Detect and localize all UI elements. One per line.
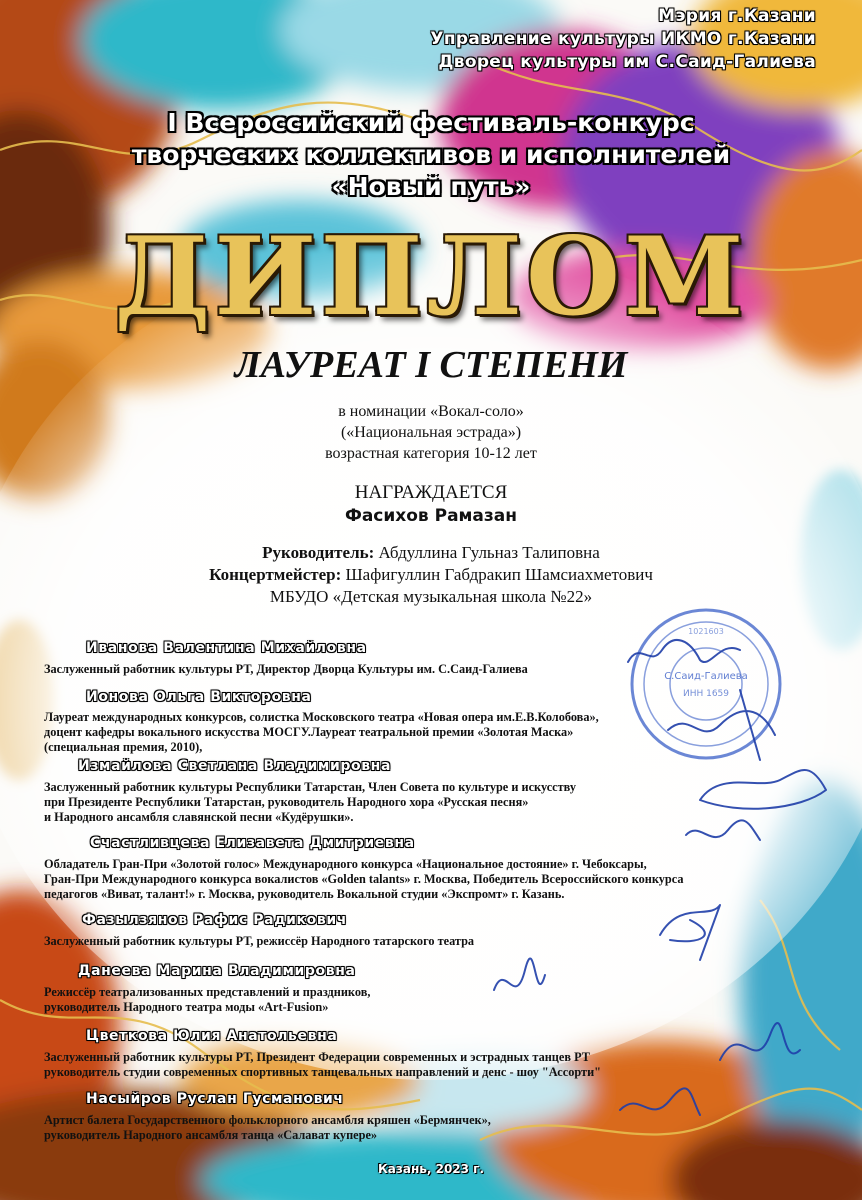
festival-title-line-3: «Новый путь» <box>331 172 531 201</box>
awarded-label: НАГРАЖДАЕТСЯ <box>354 482 508 503</box>
jury-description: Артист балета Государственного фольклорного ансамбля кряшен «Бермянчек», руководитель Народного ансамбля танца «Салават купере» <box>44 1113 491 1142</box>
stamp-text-2: ИНН 1659 <box>682 689 730 699</box>
nomination-line-1: в номинации «Вокал-соло» <box>338 403 524 420</box>
signature-5 <box>660 905 720 960</box>
signature-2 <box>668 690 775 760</box>
recipient-name: Фасихов Рамазан <box>344 506 518 526</box>
jury-description: Заслуженный работник культуры РТ, Президент Федерации современных и эстрадных танцев РТ руководитель студии современных спортивных танцевальных направлений и денс - шоу "Ассорти" <box>44 1050 601 1079</box>
jury-description: Обладатель Гран-При «Золотой голос» Международного конкурса «Национальное достояние» г. Чебоксары, Гран-При Международного конкурса вокалистов «Golden talants» г. Москва, Победитель Всероссийского конкурса педагогов «Виват, талант!» г. Москва, руководитель Вокальной студии «Экспромт» г. Казань. <box>44 857 684 901</box>
jury-name: Ионова Ольга Викторовна <box>86 689 312 705</box>
jury-name: Насыйров Руслан Гусманович <box>86 1091 344 1107</box>
stamp-text-1: С.Саид-Галиева <box>664 671 748 682</box>
org-line-3: Дворец культуры им С.Саид-Галиева <box>438 52 816 72</box>
accompanist-name: Шафигуллин Габдракип Шамсиахметович <box>345 565 653 584</box>
jury-description: Режиссёр театрализованных представлений и праздников, руководитель Народного театра моды «Art-Fusion» <box>44 985 371 1014</box>
jury-name: Иванова Валентина Михайловна <box>86 640 367 656</box>
signature-7 <box>720 1023 800 1060</box>
festival-title-line-1: I Всероссийский фестиваль-конкурс <box>167 108 695 137</box>
leader-label: Руководитель: <box>262 543 375 562</box>
jury-description: Заслуженный работник культуры РТ, Директор Дворца Культуры им. С.Саид-Галиева <box>44 662 528 676</box>
age-category: возрастная категория 10-12 лет <box>325 445 537 462</box>
org-line-1: Мэрия г.Казани <box>658 6 816 26</box>
jury-description: Лауреат международных конкурсов, солистка Московского театра «Новая опера им.Е.В.Колобова», доцент кафедры вокального искусства МОСГУ.Лауреат театральной премии «Золотая Маска» (специальная премия, 2010), <box>44 710 599 754</box>
jury-name: Фазылзянов Рафис Радикович <box>82 912 347 928</box>
leader-name: Абдуллина Гульназ Талиповна <box>378 543 600 562</box>
diploma-title: ДИПЛОМ <box>114 214 748 340</box>
org-line-2: Управление культуры ИКМО г.Казани <box>430 29 816 49</box>
signature-1 <box>628 640 740 662</box>
jury-description: Заслуженный работник культуры Республики Татарстан, Член Совета по культуре и искусству при Президенте Республики Татарстан, руководитель Народного хора «Русская песня» и Народного ансамбля славянской песни «Кудёрушки». <box>44 780 577 824</box>
jury-name: Измайлова Светлана Владимировна <box>78 758 392 774</box>
jury-name: Цветкова Юлия Анатольевна <box>86 1028 338 1044</box>
signature-8 <box>620 1088 700 1115</box>
school-name: МБУДО «Детская музыкальная школа №22» <box>269 587 593 606</box>
signature-6 <box>494 958 545 990</box>
laureate-degree: ЛАУРЕАТ I СТЕПЕНИ <box>234 344 628 386</box>
festival-title-line-2: творческих коллективов и исполнителей <box>131 140 731 169</box>
jury-name: Счастливцева Елизавета Дмитриевна <box>90 835 415 851</box>
nomination-line-2: («Национальная эстрада») <box>340 424 522 441</box>
stamp-text-3: 1021603 <box>688 627 724 636</box>
city-year: Казань, 2023 г. <box>378 1162 484 1176</box>
jury-name: Данеева Марина Владимировна <box>78 963 356 979</box>
signature-3 <box>700 770 826 809</box>
accompanist-label: Концертмейстер: <box>209 565 342 584</box>
signature-4 <box>686 820 760 840</box>
jury-description: Заслуженный работник культуры РТ, режиссёр Народного татарского театра <box>44 934 475 948</box>
